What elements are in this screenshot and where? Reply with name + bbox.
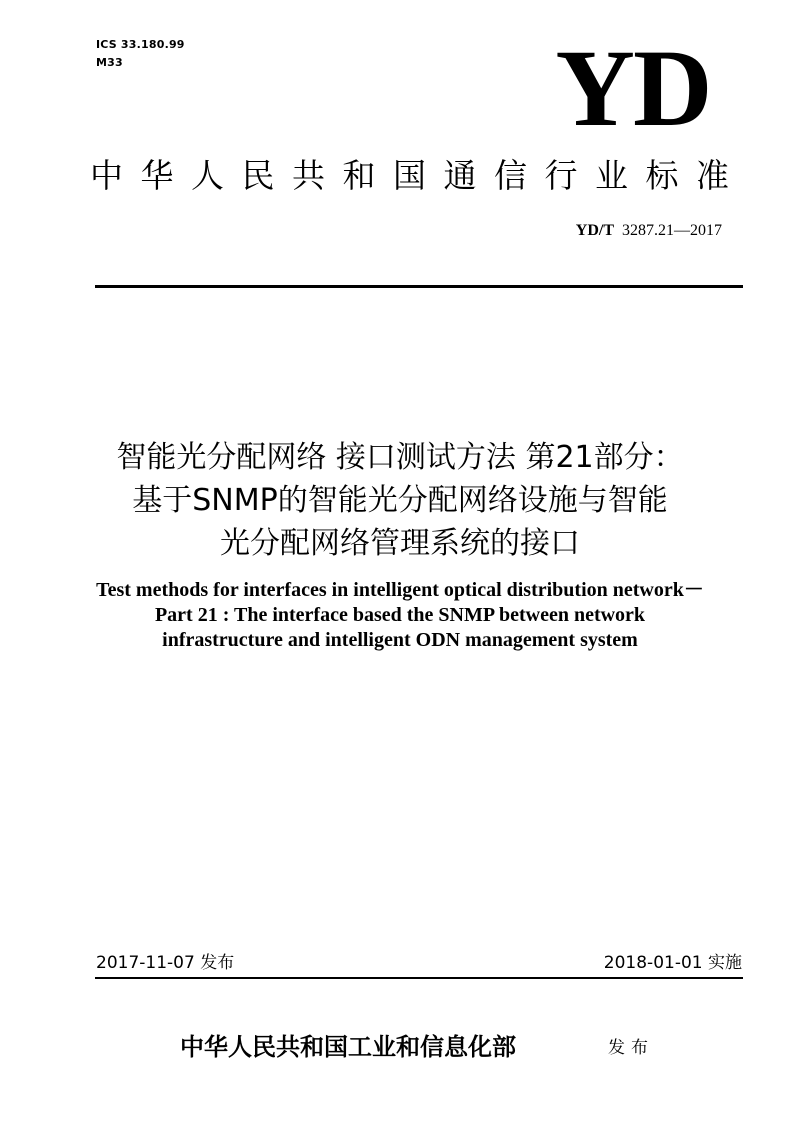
chinese-title bbox=[40, 436, 760, 565]
standard-number-prefix: YD/T bbox=[575, 222, 614, 239]
bottom-divider bbox=[95, 977, 743, 979]
yd-logo: YD bbox=[555, 27, 711, 149]
english-title-line-1: Test methods for interfaces in intelligent optical distribution network－ bbox=[96, 579, 704, 601]
issuing-authority: 中华人民共和国工业和信息化部 bbox=[180, 1032, 516, 1061]
chinese-title-line-2: 基于SNMP的智能光分配网络设施与智能 bbox=[132, 483, 668, 518]
chinese-title-line-1: 智能光分配网络 接口测试方法 第21部分： bbox=[116, 440, 684, 475]
release-date: 2017-11-07 发布 bbox=[96, 953, 235, 973]
standard-number bbox=[420, 220, 722, 242]
ics-code: ICS 33.180.99 bbox=[96, 38, 185, 51]
classification-codes bbox=[96, 36, 185, 72]
english-title bbox=[40, 578, 760, 653]
chinese-title-line-3: 光分配网络管理系统的接口 bbox=[220, 526, 580, 561]
top-divider bbox=[95, 285, 743, 288]
standard-number-value: 3287.21—2017 bbox=[622, 222, 722, 239]
issue-label: 发布 bbox=[608, 1038, 654, 1058]
implementation-date: 2018-01-01 实施 bbox=[603, 953, 742, 973]
industry-standard-title: 中华人民共和国通信行业标准 bbox=[90, 156, 747, 195]
english-title-line-2: Part 21 : The interface based the SNMP between network bbox=[154, 604, 646, 626]
english-title-line-3: infrastructure and intelligent ODN management system bbox=[162, 629, 638, 651]
ccs-code: M33 bbox=[96, 56, 123, 69]
